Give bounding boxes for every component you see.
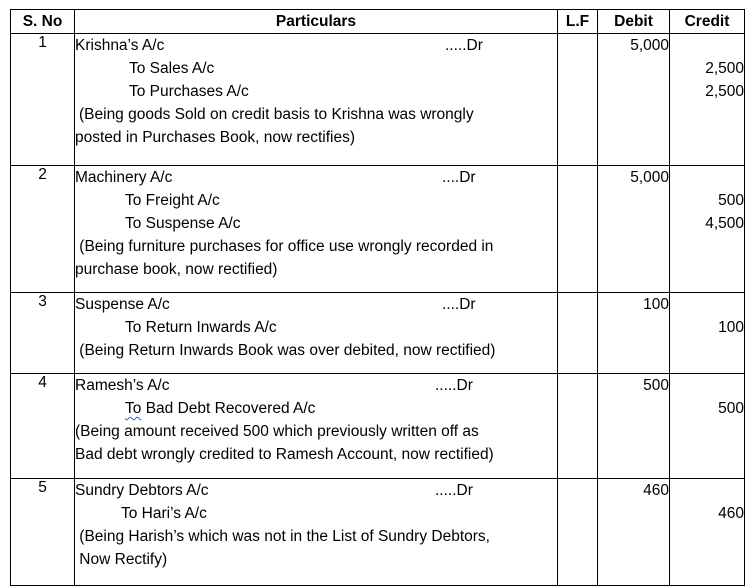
debit-amount: 5,000 xyxy=(630,37,669,54)
dr-marker: .....Dr xyxy=(445,37,483,54)
debit-amount: 100 xyxy=(643,296,669,313)
lf-cell xyxy=(558,166,598,293)
debit-amount: 460 xyxy=(643,482,669,499)
header-debit: Debit xyxy=(598,10,670,34)
narration: purchase book, now rectified) xyxy=(75,261,278,278)
debit-account: Machinery A/c xyxy=(75,169,173,186)
debit-amount: 500 xyxy=(643,377,669,394)
debit-cell xyxy=(598,479,670,586)
header-lf: L.F xyxy=(558,10,598,34)
credit-account: To Freight A/c xyxy=(125,192,220,209)
debit-account: Krishna’s A/c xyxy=(75,37,165,54)
lf-cell xyxy=(558,293,598,374)
particulars-cell xyxy=(75,166,558,293)
table-row xyxy=(11,34,745,166)
narration: posted in Purchases Book, now rectifies) xyxy=(75,129,355,146)
credit-account: To Sales A/c xyxy=(129,60,215,77)
header-sno: S. No xyxy=(11,10,75,34)
narration: (Being amount received 500 which previously written off as xyxy=(75,423,479,440)
credit-account xyxy=(75,397,557,420)
narration: (Being goods Sold on credit basis to Krishna was wrongly xyxy=(79,106,474,123)
debit-amount: 5,000 xyxy=(630,169,669,186)
header-row xyxy=(11,10,745,34)
debit-account: Suspense A/c xyxy=(75,296,170,313)
table-row xyxy=(11,479,745,586)
credit-cell xyxy=(670,479,745,586)
debit-account: Ramesh’s A/c xyxy=(75,377,170,394)
lf-cell xyxy=(558,34,598,166)
header-particulars: Particulars xyxy=(75,10,558,34)
particulars-cell xyxy=(75,293,558,374)
credit-account: To Purchases A/c xyxy=(129,83,249,100)
serial-number: 5 xyxy=(11,479,75,586)
credit-account: To Hari’s A/c xyxy=(121,505,207,522)
lf-cell xyxy=(558,374,598,479)
credit-account-name: Bad Debt Recovered A/c xyxy=(145,400,316,417)
credit-amount: 2,500 xyxy=(705,60,744,77)
serial-number: 1 xyxy=(11,34,75,166)
credit-cell xyxy=(670,166,745,293)
credit-amount: 4,500 xyxy=(705,215,744,232)
narration: (Being Return Inwards Book was over debited, now rectified) xyxy=(75,342,496,359)
debit-cell xyxy=(598,166,670,293)
dr-marker: ....Dr xyxy=(442,296,476,313)
narration: (Being furniture purchases for office use wrongly recorded in xyxy=(75,238,494,255)
narration: Bad debt wrongly credited to Ramesh Account, now rectified) xyxy=(75,446,494,463)
table-row xyxy=(11,166,745,293)
debit-cell xyxy=(598,374,670,479)
serial-number: 3 xyxy=(11,293,75,374)
credit-account: To Suspense A/c xyxy=(125,215,241,232)
dr-marker: ....Dr xyxy=(442,169,476,186)
journal-table xyxy=(10,9,745,586)
header-credit: Credit xyxy=(670,10,745,34)
credit-amount: 2,500 xyxy=(705,83,744,100)
serial-number: 2 xyxy=(11,166,75,293)
table-row xyxy=(11,374,745,479)
debit-cell xyxy=(598,34,670,166)
credit-cell xyxy=(670,374,745,479)
credit-amount: 460 xyxy=(718,505,744,522)
narration: (Being Harish’s which was not in the List of Sundry Debtors, xyxy=(75,528,490,545)
particulars-cell xyxy=(75,479,558,586)
debit-cell xyxy=(598,293,670,374)
debit-account: Sundry Debtors A/c xyxy=(75,482,209,499)
to-prefix: To xyxy=(125,400,142,417)
particulars-cell xyxy=(75,34,558,166)
table-row xyxy=(11,293,745,374)
credit-amount: 500 xyxy=(718,192,744,209)
credit-amount: 500 xyxy=(718,400,744,417)
credit-cell xyxy=(670,34,745,166)
lf-cell xyxy=(558,479,598,586)
credit-account: To Return Inwards A/c xyxy=(125,319,277,336)
narration: Now Rectify) xyxy=(75,551,168,568)
dr-marker: .....Dr xyxy=(435,377,473,394)
credit-cell xyxy=(670,293,745,374)
serial-number: 4 xyxy=(11,374,75,479)
credit-amount: 100 xyxy=(718,319,744,336)
particulars-cell xyxy=(75,374,558,479)
dr-marker: .....Dr xyxy=(435,482,473,499)
